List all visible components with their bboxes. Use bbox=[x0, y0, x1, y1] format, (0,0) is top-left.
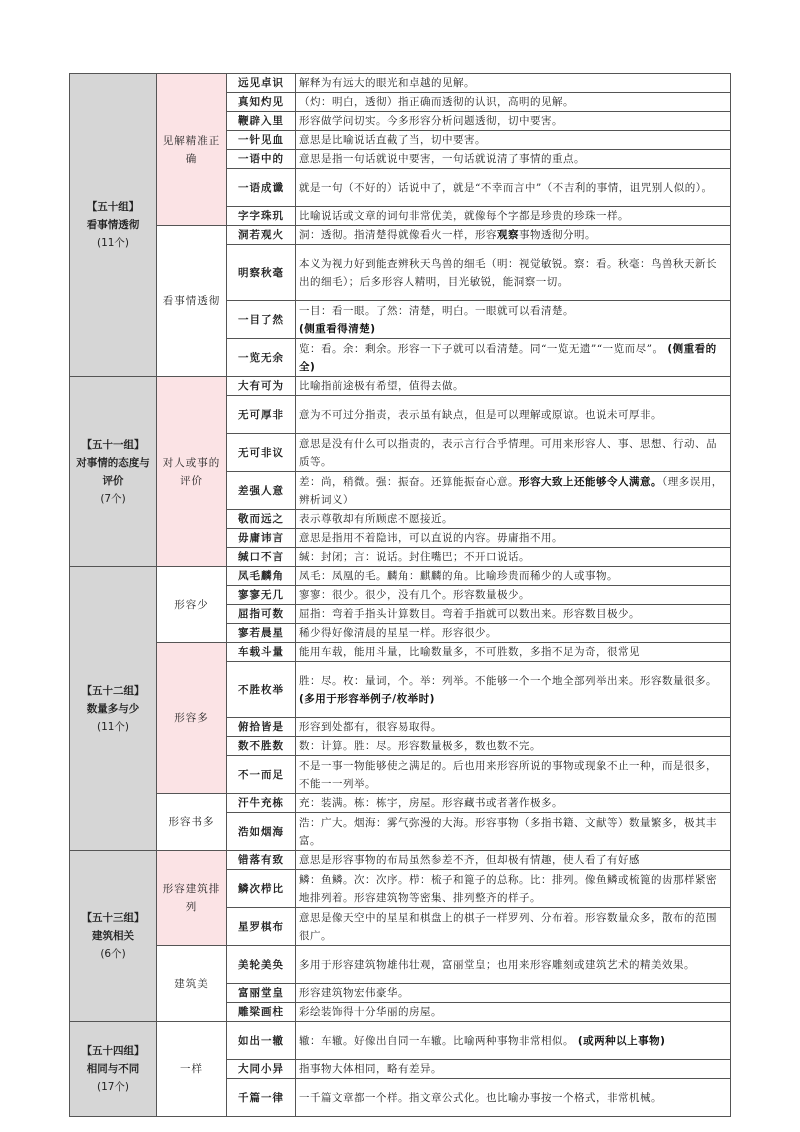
idiom-desc: 就是一句（不好的）话说中了，就是“不幸而言中”（不吉利的事情，诅咒别人似的）。 bbox=[296, 169, 731, 207]
group-count: (11个) bbox=[96, 720, 130, 733]
idiom-desc: 形容到处都有，很容易取得。 bbox=[296, 718, 731, 737]
idiom-term: 不胜枚举 bbox=[227, 662, 296, 718]
idiom-term: 俯拾皆是 bbox=[227, 718, 296, 737]
idiom-term: 敬而远之 bbox=[227, 510, 296, 529]
idiom-desc bbox=[296, 472, 731, 510]
idiom-term: 毋庸讳言 bbox=[227, 529, 296, 548]
desc-emphasis: 形容大致上还能够令人满意。 bbox=[519, 475, 662, 488]
desc-note: (或两种以上事物) bbox=[577, 1034, 666, 1047]
subgroup-label: 形容建筑排列 bbox=[157, 851, 227, 946]
idiom-desc: 本义为视力好到能查辨秋天鸟兽的细毛（明：视觉敏锐。察：看。秋毫：鸟兽秋天新长出的细毛）；后多形容人精明，目光敏锐，能洞察一切。 bbox=[296, 245, 731, 301]
idiom-term: 无可非议 bbox=[227, 434, 296, 472]
desc-text: 事物透彻分明。 bbox=[519, 229, 596, 241]
idiom-desc bbox=[296, 1022, 731, 1060]
table-row bbox=[70, 74, 731, 93]
group-label: 【五十四组】 bbox=[81, 1045, 145, 1057]
group-title: 看事情透彻 bbox=[86, 219, 140, 231]
table-row bbox=[70, 377, 731, 396]
idiom-term: 星罗棋布 bbox=[227, 908, 296, 946]
idiom-term: 一针见血 bbox=[227, 131, 296, 150]
subgroup-label: 形容多 bbox=[157, 643, 227, 794]
idiom-desc: 意思是指用不着隐讳，可以直说的内容。毋庸指不用。 bbox=[296, 529, 731, 548]
idiom-desc: 形容做学问切实。今多形容分析问题透彻，切中要害。 bbox=[296, 112, 731, 131]
idiom-term: 千篇一律 bbox=[227, 1079, 296, 1117]
idiom-desc: 一千篇文章都一个样。指文章公式化。也比喻办事按一个格式，非常机械。 bbox=[296, 1079, 731, 1117]
idiom-term: 美轮美奂 bbox=[227, 946, 296, 984]
table-row bbox=[70, 643, 731, 662]
idiom-desc: 能用车载，能用斗量，比喻数量多，不可胜数，多指不足为奇，很常见 bbox=[296, 643, 731, 662]
table-row bbox=[70, 1022, 731, 1060]
idiom-desc: 充：装满。栋：栋宇，房屋。形容藏书或者著作极多。 bbox=[296, 794, 731, 813]
idiom-term: 屈指可数 bbox=[227, 605, 296, 624]
group-count: (7个) bbox=[100, 492, 126, 505]
table-row bbox=[70, 567, 731, 586]
idiom-term: 远见卓识 bbox=[227, 74, 296, 93]
group-label: 【五十组】 bbox=[86, 201, 140, 213]
desc-text: 辙：车辙。好像出自同一车辙。比喻两种事物非常相似。 bbox=[299, 1034, 574, 1047]
idiom-desc: 意思是没有什么可以指责的，表示言行合乎情理。可用来形容人、事、思想、行动、品质等。 bbox=[296, 434, 731, 472]
idiom-desc: 屈指：弯着手指头计算数目。弯着手指就可以数出来。形容数目极少。 bbox=[296, 605, 731, 624]
idiom-term: 字字珠玑 bbox=[227, 207, 296, 226]
group-cell-53 bbox=[70, 851, 157, 1022]
table-row bbox=[70, 851, 731, 870]
subgroup-label: 见解精准正确 bbox=[157, 74, 227, 226]
desc-text: （理多误用，辨析词义） bbox=[299, 475, 723, 506]
idiom-desc: 不是一事一物能够使之满足的。后也用来形容所说的事物或现象不止一种，而是很多，不能一一列举。 bbox=[296, 756, 731, 794]
subgroup-label: 建筑美 bbox=[157, 946, 227, 1022]
group-count: (11个) bbox=[96, 237, 130, 249]
idiom-term: 大同小异 bbox=[227, 1060, 296, 1079]
idiom-desc: 指事物大体相同，略有差异。 bbox=[296, 1060, 731, 1079]
idiom-desc: 比喻说话或文章的词句非常优美，就像每个字都是珍贵的珍珠一样。 bbox=[296, 207, 731, 226]
idiom-term: 寥寥无几 bbox=[227, 586, 296, 605]
idiom-desc bbox=[296, 301, 731, 339]
idiom-desc: 意为不可过分指责，表示虽有缺点，但是可以理解或原谅。也说未可厚非。 bbox=[296, 396, 731, 434]
table-row bbox=[70, 226, 731, 245]
idiom-desc: 解释为有远大的眼光和卓越的见解。 bbox=[296, 74, 731, 93]
idiom-term: 无可厚非 bbox=[227, 396, 296, 434]
idiom-term: 大有可为 bbox=[227, 377, 296, 396]
idiom-desc: 缄：封闭；言：说话。封住嘴巴；不开口说话。 bbox=[296, 548, 731, 567]
idiom-term: 鞭辟入里 bbox=[227, 112, 296, 131]
idiom-term: 明察秋毫 bbox=[227, 245, 296, 301]
group-label: 【五十三组】 bbox=[81, 912, 145, 924]
idiom-desc: 数：计算。胜：尽。形容数量极多，数也数不完。 bbox=[296, 737, 731, 756]
group-title: 数量多与少 bbox=[86, 702, 140, 715]
idiom-desc: 稀少得好像清晨的星星一样。形容很少。 bbox=[296, 624, 731, 643]
idiom-term: 不一而足 bbox=[227, 756, 296, 794]
group-label: 【五十一组】 bbox=[81, 438, 145, 451]
table-row bbox=[70, 794, 731, 813]
desc-text: 一目：看一眼。了然：清楚，明白。一眼就可以看清楚。 bbox=[299, 304, 574, 317]
group-count: (6个) bbox=[100, 948, 126, 960]
desc-text: 览：看。余：剩余。形容一下子就可以看清楚。同“一览无遗”“一览而尽”。 bbox=[299, 342, 664, 355]
group-title: 建筑相关 bbox=[92, 930, 134, 942]
table-row bbox=[70, 946, 731, 984]
idiom-term: 洞若观火 bbox=[227, 226, 296, 245]
idiom-desc: 彩绘装饰得十分华丽的房屋。 bbox=[296, 1003, 731, 1022]
idiom-desc: 意思是指一句话就说中要害，一句话就说清了事情的重点。 bbox=[296, 150, 731, 169]
idiom-term: 如出一辙 bbox=[227, 1022, 296, 1060]
idiom-table bbox=[69, 73, 731, 1117]
desc-text: 差：尚，稍微。强：振奋。还算能振奋心意。 bbox=[299, 475, 519, 488]
idiom-desc: 表示尊敬却有所顾虑不愿接近。 bbox=[296, 510, 731, 529]
group-cell-51 bbox=[70, 377, 157, 567]
idiom-term: 一语中的 bbox=[227, 150, 296, 169]
idiom-desc: 浩：广大。烟海：雾气弥漫的大海。形容事物（多指书籍、文献等）数量繁多，极其丰富。 bbox=[296, 813, 731, 851]
idiom-desc: 寥寥：很少。很少，没有几个。形容数量极少。 bbox=[296, 586, 731, 605]
group-title: 对事情的态度与评价 bbox=[76, 456, 150, 487]
group-cell-52 bbox=[70, 567, 157, 851]
group-cell-54 bbox=[70, 1022, 157, 1117]
idiom-term: 寥若晨星 bbox=[227, 624, 296, 643]
idiom-term: 车载斗量 bbox=[227, 643, 296, 662]
desc-emphasis: 观察 bbox=[497, 229, 519, 241]
idiom-desc: 鳞：鱼鳞。次：次序。栉：梳子和篦子的总称。比：排列。像鱼鳞或梳篦的齿那样紧密地排列着。形容建筑物等密集、排列整齐的样子。 bbox=[296, 870, 731, 908]
subgroup-label: 对人或事的评价 bbox=[157, 377, 227, 567]
idiom-term: 汗牛充栋 bbox=[227, 794, 296, 813]
idiom-desc: 比喻指前途极有希望，值得去做。 bbox=[296, 377, 731, 396]
idiom-term: 一览无余 bbox=[227, 339, 296, 377]
desc-text: 胜：尽。枚：量词，个。举：列举。不能够一个一个地全部列举出来。形容数量很多。 bbox=[299, 674, 717, 687]
idiom-term: 错落有致 bbox=[227, 851, 296, 870]
idiom-term: 数不胜数 bbox=[227, 737, 296, 756]
group-label: 【五十二组】 bbox=[81, 684, 145, 697]
group-title: 相同与不同 bbox=[86, 1063, 140, 1075]
idiom-term: 一语成谶 bbox=[227, 169, 296, 207]
subgroup-label: 看事情透彻 bbox=[157, 226, 227, 377]
subgroup-label: 形容书多 bbox=[157, 794, 227, 851]
desc-note: (侧重看得清楚) bbox=[299, 322, 376, 335]
idiom-desc: 多用于形容建筑物雄伟壮观，富丽堂皇；也用来形容雕刻或建筑艺术的精美效果。 bbox=[296, 946, 731, 984]
subgroup-label: 一样 bbox=[157, 1022, 227, 1117]
desc-note: (多用于形容举例子/枚举时) bbox=[299, 692, 435, 705]
desc-text: 洞：透彻。指清楚得就像看火一样，形容 bbox=[299, 229, 497, 241]
idiom-term: 差强人意 bbox=[227, 472, 296, 510]
group-count: (17个) bbox=[96, 1081, 130, 1093]
idiom-term: 浩如烟海 bbox=[227, 813, 296, 851]
idiom-term: 一目了然 bbox=[227, 301, 296, 339]
idiom-desc: 意思是像天空中的星星和棋盘上的棋子一样罗列、分布着。形容数量众多，散布的范围很广。 bbox=[296, 908, 731, 946]
idiom-desc bbox=[296, 662, 731, 718]
idiom-desc: 意思是比喻说话直截了当，切中要害。 bbox=[296, 131, 731, 150]
idiom-desc: （灼：明白，透彻）指正确而透彻的认识，高明的见解。 bbox=[296, 93, 731, 112]
idiom-desc bbox=[296, 339, 731, 377]
idiom-term: 雕梁画柱 bbox=[227, 1003, 296, 1022]
group-cell-50 bbox=[70, 74, 157, 377]
idiom-term: 真知灼见 bbox=[227, 93, 296, 112]
desc-note: (侧重看的全) bbox=[299, 342, 717, 373]
idiom-term: 富丽堂皇 bbox=[227, 984, 296, 1003]
idiom-term: 缄口不言 bbox=[227, 548, 296, 567]
subgroup-label: 形容少 bbox=[157, 567, 227, 643]
idiom-desc: 形容建筑物宏伟豪华。 bbox=[296, 984, 731, 1003]
idiom-desc: 凤毛：凤凰的毛。麟角：麒麟的角。比喻珍贵而稀少的人或事物。 bbox=[296, 567, 731, 586]
idiom-term: 凤毛麟角 bbox=[227, 567, 296, 586]
idiom-term: 鳞次栉比 bbox=[227, 870, 296, 908]
idiom-desc: 意思是形容事物的布局虽然参差不齐，但却极有情趣，使人看了有好感 bbox=[296, 851, 731, 870]
idiom-desc bbox=[296, 226, 731, 245]
